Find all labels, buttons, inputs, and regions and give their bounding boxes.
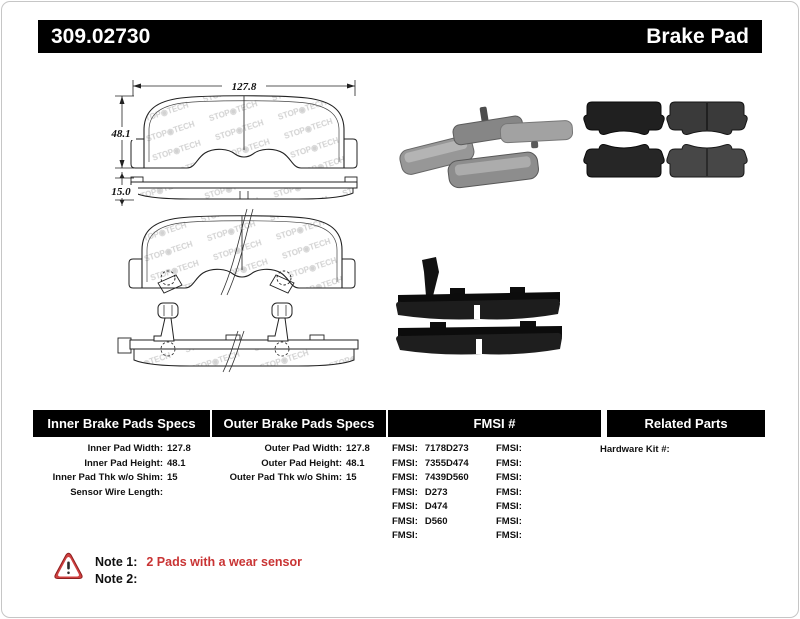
table-row: Outer Pad Height: 48.1 xyxy=(261,457,365,469)
fmsi-header: FMSI # xyxy=(388,410,601,437)
table-row: Inner Pad Width: 127.8 xyxy=(87,443,191,454)
table-row: Inner Pad Thk w/o Shim: 15 xyxy=(52,472,178,483)
pads-angled-photo xyxy=(398,101,573,189)
warning-icon xyxy=(55,553,82,578)
table-row: FMSI: xyxy=(496,501,522,512)
table-row: FMSI: xyxy=(496,457,522,469)
pads-edge-photo xyxy=(396,257,562,355)
part-number: 309.02730 xyxy=(51,25,151,48)
pad-side-view-sensor-drawing xyxy=(118,303,358,372)
table-row: FMSI: 7178D273 xyxy=(392,443,469,454)
pads-flat-photo xyxy=(584,102,747,177)
fmsi-left-column xyxy=(392,442,492,544)
table-row: Outer Pad Thk w/o Shim: 15 xyxy=(229,472,357,483)
outer-specs-header: Outer Brake Pads Specs xyxy=(212,410,386,437)
note-1-text: 2 Pads with a wear sensor xyxy=(146,555,302,569)
table-row: FMSI: xyxy=(496,486,522,498)
table-row: FMSI: xyxy=(496,472,522,483)
fmsi-right-column xyxy=(496,442,596,544)
pad-front-view-drawing xyxy=(106,79,357,168)
table-row: Sensor Wire Length: xyxy=(70,486,163,498)
note-2: Note 2: xyxy=(95,572,138,586)
table-row: Inner Pad Height: 48.1 xyxy=(84,457,186,469)
table-row: FMSI: D560 xyxy=(392,515,448,527)
table-row: FMSI: xyxy=(392,530,418,541)
related-parts-table xyxy=(600,443,677,458)
table-row: FMSI: 7439D560 xyxy=(392,472,469,483)
pad-side-view-drawing xyxy=(104,172,357,206)
product-type: Brake Pad xyxy=(646,25,749,48)
width-dim-label: 127.8 xyxy=(231,81,257,93)
table-row: Hardware Kit #: xyxy=(600,444,670,455)
table-row: FMSI: D474 xyxy=(392,501,448,512)
related-parts-header: Related Parts xyxy=(607,410,765,437)
table-row: FMSI: xyxy=(496,530,522,541)
table-row: Outer Pad Width: 127.8 xyxy=(264,443,370,454)
table-row: FMSI: 7355D474 xyxy=(392,457,469,469)
table-row: FMSI: xyxy=(496,443,522,454)
inner-specs-header: Inner Brake Pads Specs xyxy=(33,410,210,437)
thickness-dim-label: 15.0 xyxy=(111,186,131,198)
height-dim-label: 48.1 xyxy=(111,128,131,140)
outer-specs-table xyxy=(212,442,386,486)
note-1: Note 1: 2 Pads with a wear sensor xyxy=(95,555,302,569)
inner-specs-table xyxy=(33,442,210,500)
table-row: FMSI: D273 xyxy=(392,486,448,498)
table-row: FMSI: xyxy=(496,515,522,527)
pad-front-view-sensor-drawing xyxy=(129,209,355,295)
